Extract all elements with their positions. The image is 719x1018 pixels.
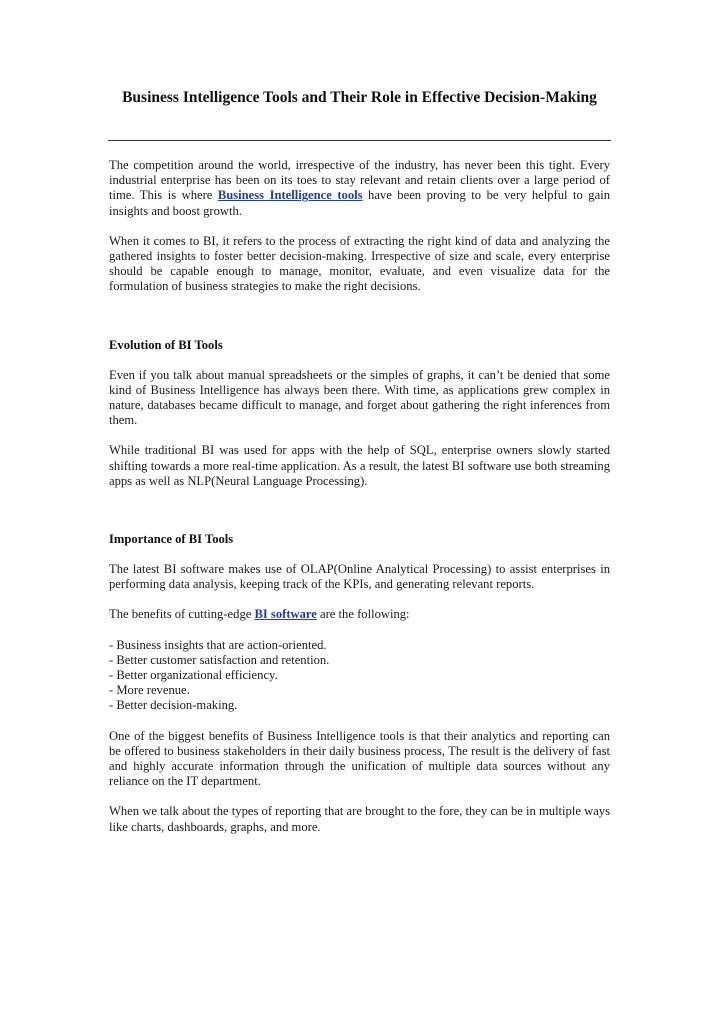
benefit-item: - Business insights that are action-oriented. [109,637,327,652]
importance-heading: Importance of BI Tools [109,532,234,547]
importance-paragraph-2 [109,607,610,622]
importance-paragraph-1: The latest BI software makes use of OLAP(Online Analytical Processing) to assist enterprises in performing data analysis, keeping track of the KPIs, and generating relevant reports. [109,562,610,592]
importance-paragraph-3: One of the biggest benefits of Business Intelligence tools is that their analytics and reporting can be offered to business stakeholders in their daily business process, The result is the delivery of fast and highly accurate information through the unification of multiple data sources without any reliance on the IT department. [109,728,610,789]
benefit-item: - Better customer satisfaction and retention. [109,652,330,667]
evolution-paragraph-1: Even if you talk about manual spreadsheets or the simples of graphs, it can’t be denied that some kind of Business Intelligence has always been there. With time, as applications grew complex in nature, databases became difficult to manage, and forget about gathering the right inferences from them. [109,367,610,428]
bi-software-link[interactable]: BI software [254,607,317,622]
benefit-item: - Better organizational efficiency. [109,668,278,683]
title-divider [108,140,611,141]
benefit-item: - Better decision-making. [109,698,238,713]
intro-p1-text-after: have been proving to be very helpful to gain insights and boost growth. [109,188,610,218]
intro-paragraph-1 [109,158,610,219]
business-intelligence-tools-link[interactable]: Business Intelligence tools [217,188,363,203]
document-title: Business Intelligence Tools and Their Role in Effective Decision-Making [122,89,597,106]
benefits-list [109,638,610,714]
intro-paragraph-2: When it comes to BI, it refers to the process of extracting the right kind of data and analyzing the gathered insights to foster better decision-making. Irrespective of size and scale, every enterprise should be capable enough to manage, monitor, evaluate, and even visualize data for the formulation of business strategies to make the right decisions. [109,233,610,294]
evolution-paragraph-2: While traditional BI was used for apps with the help of SQL, enterprise owners slowly started shifting towards a more real-time application. As a result, the latest BI software use both streaming apps as well as NLP(Neural Language Processing). [109,443,610,488]
intro-p1-text-before: The competition around the world, irrespective of the industry, has never been this tight. Every industrial enterprise has been on its toes to stay relevant and retain clients over a large period of time. This is where [109,158,610,203]
importance-paragraph-4: When we talk about the types of reporting that are brought to the fore, they can be in multiple ways like charts, dashboards, graphs, and more. [109,804,610,834]
document-body [109,158,610,835]
evolution-heading: Evolution of BI Tools [109,337,223,352]
benefit-item: - More revenue. [109,683,190,698]
importance-p2-text-before: The benefits of cutting-edge [109,607,255,622]
importance-p2-text-after: are the following: [316,607,410,622]
